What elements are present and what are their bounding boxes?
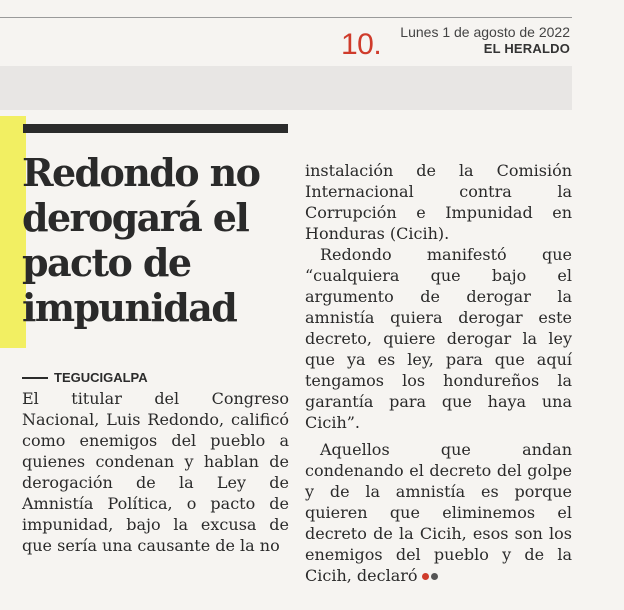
end-mark-red-icon — [422, 573, 429, 580]
body-paragraph-3-text: Aquellos que andan condenando el decreto del golpe y de la amnistía es porque quieren que eliminemos el decreto de la Cicih, esos son los enemigos del pueblo y de la Cicih, declaró — [305, 440, 572, 585]
headline-rule — [23, 124, 288, 133]
issue-date: Lunes 1 de agosto de 2022 — [400, 24, 570, 40]
newspaper-name: EL HERALDO — [483, 41, 570, 56]
page-number: 10. — [341, 28, 382, 61]
column-left — [22, 388, 289, 556]
dateline-rule — [22, 377, 48, 379]
header-rule — [0, 17, 572, 18]
dateline — [22, 370, 148, 385]
print-bleed-band — [0, 66, 572, 110]
body-paragraph-1: El titular del Congreso Nacional, Luis Redondo, calificó como enemigos del pueblo a quienes condenan y hablan de derogación de la Ley de Amnistía Política, o pacto de impunidad, bajo la excusa de que sería una causante de la no — [22, 389, 289, 555]
end-mark-dark-icon — [431, 573, 438, 580]
dateline-text: TEGUCIGALPA — [54, 370, 148, 385]
body-paragraph-3 — [305, 439, 572, 586]
body-paragraph-continued: instalación de la Comisión Internacional contra la Corrupción e Impunidad en Honduras (Cicih). — [305, 161, 572, 243]
column-right — [305, 160, 572, 586]
headline: Redondo no derogará el pacto de impunidad — [22, 150, 260, 330]
body-paragraph-2: Redondo manifestó que “cualquiera que bajo el argumento de derogar la amnistía quiera derogar este decreto, quiere derogar la ley que ya es ley, para que aquí tengamos los hondureños la garantía para que haya una Cicih”. — [305, 245, 572, 432]
